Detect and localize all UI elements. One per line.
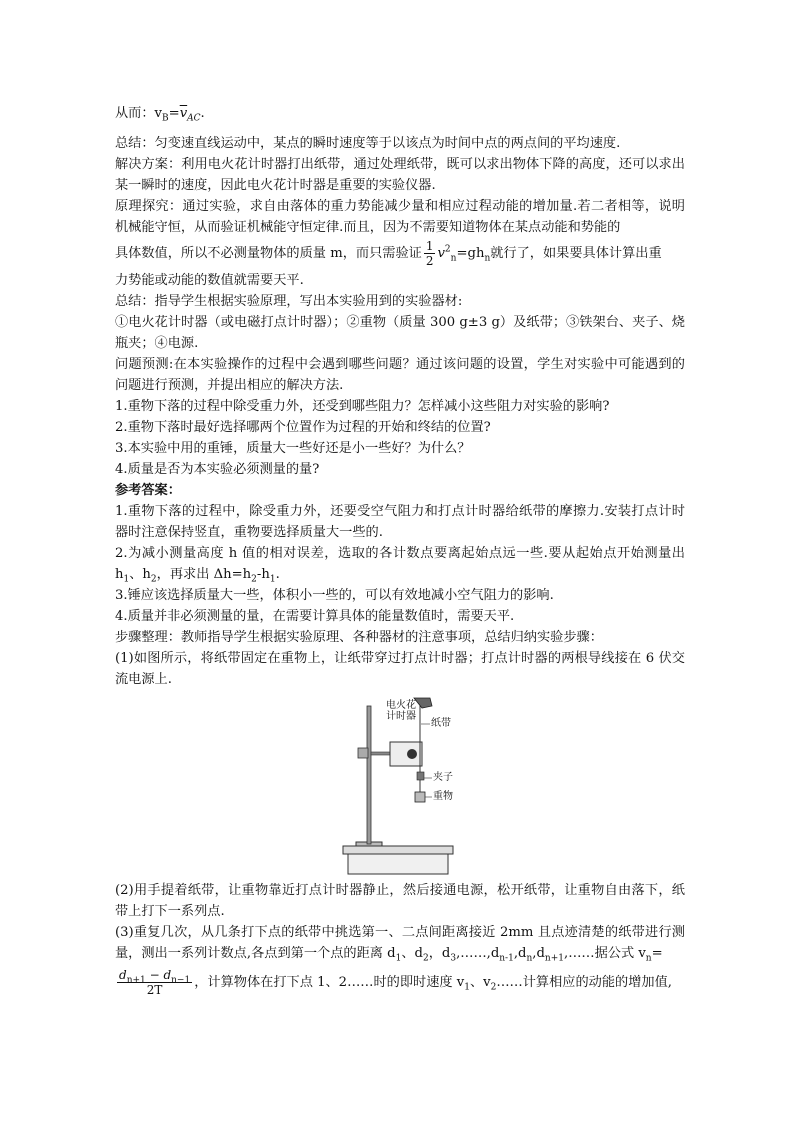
- summary-2: 总结：指导学生根据实验原理，写出本实验用到的实验器材:: [115, 294, 463, 309]
- sub: 1: [269, 574, 276, 585]
- formula-numerator: [117, 968, 192, 986]
- formula-denominator: 2T: [146, 983, 163, 997]
- text: ,……据公式 v: [564, 946, 646, 961]
- answers-heading: 参考答案：: [115, 483, 181, 498]
- timer-label-line-1: 电火花: [386, 700, 416, 711]
- step-3: [115, 922, 685, 964]
- sub: n: [645, 953, 652, 964]
- answer-3: 3.锤应该选择质量大一些，体积小一些的，可以有效地减小空气阻力的影响.: [115, 588, 554, 603]
- velocity-symbol: v: [437, 246, 445, 261]
- sub: 2: [150, 574, 157, 585]
- text: (3)重复几次，从几条打下点的纸带中挑选第一、二点间距离接近 2mm 且点迹清楚的纸带进行测量，测出一系列计数点,各点到第一个点的距离 d: [115, 925, 685, 961]
- step-2: (2)用手提着纸带，让重物靠近打点计时器静止，然后接通电源，松开纸带，让重物自由落下，纸带上打下一系列点.: [115, 883, 685, 919]
- sub: B: [162, 113, 169, 124]
- sub: n-1: [499, 953, 514, 964]
- sub: n+1: [544, 953, 564, 964]
- label-clip: 夹子: [433, 772, 453, 783]
- text: ,d: [532, 946, 545, 961]
- answer-2: [115, 543, 685, 585]
- step-3-formula: [115, 964, 685, 1002]
- text: .: [200, 106, 205, 121]
- d-symbol: − d: [145, 968, 172, 982]
- problem-prediction: 问题预测:在本实验操作的过程中会遇到哪些问题？通过该问题的设置，学生对实验中可能遇到的问题进行预测，并提出相应的解决方法.: [115, 357, 685, 393]
- d-symbol: d: [119, 968, 127, 982]
- question-4: 4.质量是否为本实验必须测量的量?: [115, 462, 320, 477]
- label-tape: 纸带: [431, 718, 451, 729]
- text: 具体数值，所以不必测量物体的质量 m，而只需验证: [115, 246, 422, 261]
- sub: n: [484, 253, 491, 264]
- text: ，计算物体在打下点 1、2……时的即时速度 v: [194, 975, 465, 990]
- principle-paragraph-b: [115, 238, 685, 270]
- text: ……计算相应的动能的增加值,: [496, 975, 672, 990]
- principle-paragraph-a: 原理探究：通过实验，求自由落体的重力势能减少量和相应过程动能的增加量.若二者相等，说明机械能守恒，从而验证机械能守恒定律.而且，因为不需要知道物体在某点动能和势能的: [115, 199, 685, 235]
- summary-1: 总结：匀变速直线运动中，某点的瞬时速度等于以该点为时间中点的两点间的平均速度.: [115, 136, 621, 151]
- question-3: 3.本实验中用的重锤，质量大一些好还是小一些好？为什么？: [115, 441, 471, 456]
- avg-velocity-symbol: $\overline{v}$: [179, 106, 188, 121]
- sub: 1: [464, 982, 470, 993]
- answer-1: 1.重物下落的过程中，除受重力外，还要受空气阻力和打点计时器给纸带的摩擦力.安装打点计时器时注意保持竖直，重物要选择质量大一些的.: [115, 504, 685, 540]
- text: =: [651, 946, 663, 961]
- clamp-boss: [358, 748, 368, 758]
- numerator: 1: [425, 239, 434, 253]
- text: 2.为减小测量高度 h 值的相对误差，选取的各计数点要离起始点远一些.要从起始点开始测量出 h: [115, 546, 685, 582]
- solution-paragraph: 解决方案：利用电火花计时器打出纸带，通过处理纸带，既可以求出物体下降的高度，还可以求出某一瞬时的速度，因此电火花计时器是重要的实验仪器.: [115, 157, 685, 193]
- text: ，再求出 Δh=h: [156, 567, 252, 582]
- fraction-half: [424, 239, 436, 268]
- sub: n: [526, 953, 533, 964]
- text: ,……,d: [456, 946, 500, 961]
- clamp-arm: [371, 752, 391, 755]
- answer-4: 4.质量并非必须测量的量，在需要计算具体的能量数值时，需要天平.: [115, 609, 515, 624]
- table-base: [348, 854, 448, 874]
- text: -h: [256, 567, 270, 582]
- text: .: [275, 567, 280, 582]
- velocity-formula: [117, 968, 192, 997]
- timer-knob: [407, 749, 417, 759]
- clip-mark: [417, 772, 424, 780]
- sub: n−1: [171, 975, 191, 986]
- sub: AC: [187, 113, 201, 124]
- equipment-list: ①电火花计时器（或电磁打点计时器）；②重物（质量 300 g±3 g）及纸带；③铁架台、夹子、烧瓶夹；④电源.: [115, 315, 685, 351]
- sub: 2: [251, 574, 257, 585]
- table-top: [343, 846, 453, 854]
- text: 就行了，如果要具体计算出重: [490, 246, 662, 261]
- text: ，d: [428, 946, 451, 961]
- sup: 2: [444, 244, 451, 255]
- label-timer: [386, 700, 416, 722]
- sub: 3: [450, 953, 457, 964]
- question-2: 2.重物下落时最好选择哪两个位置作为过程的开始和终结的位置?: [115, 420, 491, 435]
- timer-label-line-2: 计时器: [386, 711, 416, 722]
- sub: 1: [123, 574, 130, 585]
- sub: 2: [422, 953, 429, 964]
- sub: n: [450, 253, 457, 264]
- text: 从而：v: [115, 106, 163, 121]
- document-body: [115, 103, 685, 1002]
- stand-rod: [367, 706, 371, 844]
- hand-icon: [414, 698, 432, 708]
- text: =gh: [456, 246, 485, 261]
- sub: 1: [395, 953, 402, 964]
- text: ,d: [513, 946, 527, 961]
- text: 、h: [129, 567, 151, 582]
- step-1: (1)如图所示，将纸带固定在重物上，让纸带穿过打点计时器；打点计时器的两根导线接在 6 伏交流电源上.: [115, 651, 685, 687]
- principle-paragraph-c: 力势能或动能的数值就需要天平.: [115, 273, 304, 288]
- weight-block: [415, 792, 425, 802]
- question-1: 1.重物下落的过程中除受重力外，还受到哪些阻力？怎样减小这些阻力对实验的影响?: [115, 399, 610, 414]
- text: 、d: [401, 946, 423, 961]
- label-weight: 重物: [433, 791, 453, 802]
- spark-timer: [390, 742, 422, 766]
- apparatus-figure: [115, 696, 685, 876]
- denominator: 2: [425, 254, 434, 268]
- text: =: [168, 106, 180, 121]
- sub: 2: [490, 982, 497, 993]
- sub: n+1: [126, 975, 146, 986]
- text: 、v: [469, 975, 491, 990]
- steps-intro: 步骤整理：教师指导学生根据实验原理、各种器材的注意事项，总结归纳实验步骤：: [115, 630, 603, 645]
- velocity-relation: [115, 103, 685, 124]
